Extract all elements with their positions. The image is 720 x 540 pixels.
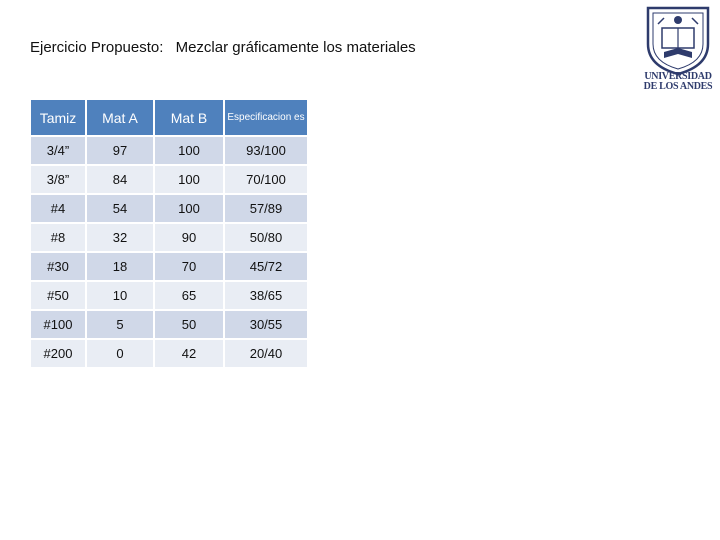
title-main: Mezclar gráficamente los materiales: [175, 39, 416, 56]
cell-tamiz: #100: [31, 311, 85, 338]
cell-mat-a: 32: [87, 224, 153, 251]
university-name: [638, 72, 718, 92]
header-mat-b: Mat B: [155, 100, 223, 135]
table-row: [31, 311, 307, 338]
cell-mat-a: 84: [87, 166, 153, 193]
table-row: [31, 282, 307, 309]
university-name-line2: DE LOS ANDES: [643, 81, 713, 92]
sieve-table: [29, 98, 309, 369]
cell-tamiz: #30: [31, 253, 85, 280]
cell-mat-b: 100: [155, 166, 223, 193]
cell-tamiz: #4: [31, 195, 85, 222]
cell-especificacion: 50/80: [225, 224, 307, 251]
cell-mat-a: 18: [87, 253, 153, 280]
cell-mat-a: 54: [87, 195, 153, 222]
cell-mat-a: 10: [87, 282, 153, 309]
table-row: [31, 166, 307, 193]
table-header-row: [31, 100, 307, 135]
cell-mat-a: 0: [87, 340, 153, 367]
cell-tamiz: 3/8”: [31, 166, 85, 193]
cell-mat-b: 65: [155, 282, 223, 309]
cell-mat-b: 70: [155, 253, 223, 280]
cell-especificacion: 20/40: [225, 340, 307, 367]
header-mat-a: Mat A: [87, 100, 153, 135]
header-especificaciones: Especificacion es: [225, 100, 307, 135]
cell-especificacion: 30/55: [225, 311, 307, 338]
slide-title: [30, 39, 416, 56]
cell-especificacion: 57/89: [225, 195, 307, 222]
header-tamiz: Tamiz: [31, 100, 85, 135]
cell-tamiz: #8: [31, 224, 85, 251]
cell-especificacion: 70/100: [225, 166, 307, 193]
cell-mat-b: 100: [155, 195, 223, 222]
cell-mat-a: 5: [87, 311, 153, 338]
university-name-line1: UNIVERSIDAD: [644, 71, 712, 82]
cell-tamiz: 3/4”: [31, 137, 85, 164]
cell-tamiz: #50: [31, 282, 85, 309]
cell-tamiz: #200: [31, 340, 85, 367]
table-row: [31, 253, 307, 280]
cell-especificacion: 45/72: [225, 253, 307, 280]
table-row: [31, 340, 307, 367]
title-prefix: Ejercicio Propuesto:: [30, 39, 164, 56]
cell-mat-b: 42: [155, 340, 223, 367]
cell-mat-a: 97: [87, 137, 153, 164]
table-row: [31, 224, 307, 251]
cell-mat-b: 90: [155, 224, 223, 251]
cell-especificacion: 93/100: [225, 137, 307, 164]
cell-mat-b: 50: [155, 311, 223, 338]
cell-mat-b: 100: [155, 137, 223, 164]
cell-especificacion: 38/65: [225, 282, 307, 309]
table-row: [31, 195, 307, 222]
table-row: [31, 137, 307, 164]
